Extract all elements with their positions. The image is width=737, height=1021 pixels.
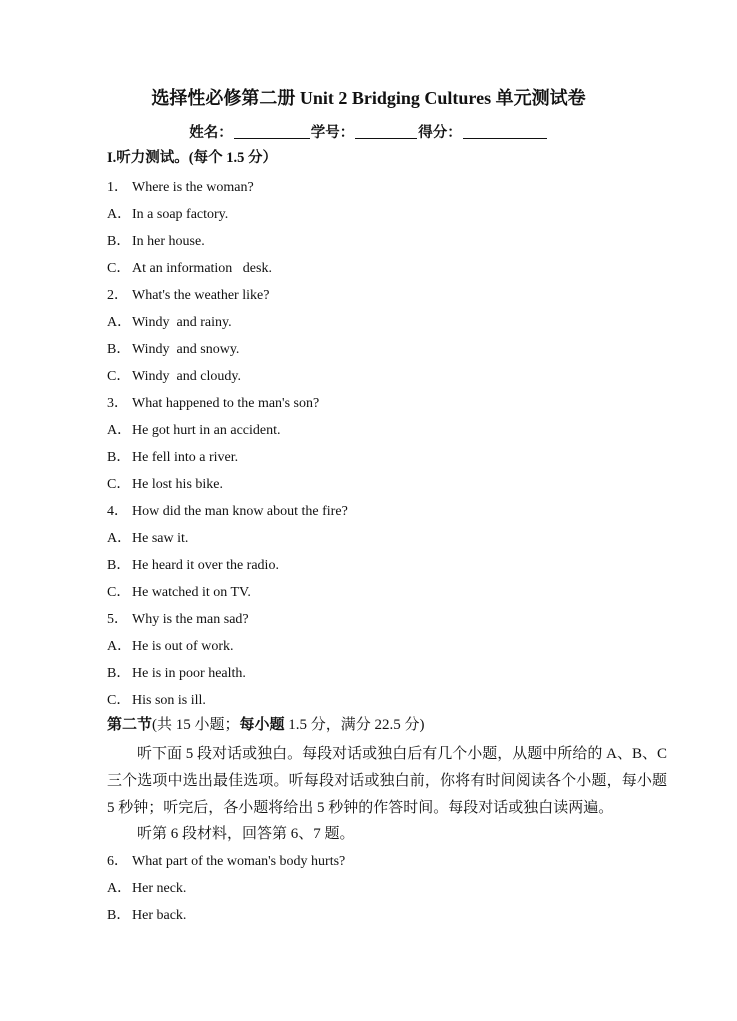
answer-option <box>107 444 667 471</box>
exam-title: 选择性必修第二册 Unit 2 Bridging Cultures 单元测试卷 <box>151 88 586 108</box>
answer-option <box>107 363 667 390</box>
option-letter: C． <box>107 261 131 276</box>
option-text: His son is ill. <box>132 693 206 708</box>
option-letter: A． <box>107 207 132 222</box>
option-text: He is in poor health. <box>132 666 246 681</box>
question-number: 6． <box>107 854 128 869</box>
question-text: What part of the woman's body hurts? <box>132 854 346 869</box>
question-text: Where is the woman? <box>132 180 254 195</box>
question-number: 3． <box>107 396 128 411</box>
question-item <box>107 848 667 875</box>
option-text: He fell into a river. <box>132 450 239 465</box>
question-text: What's the weather like? <box>132 288 270 303</box>
question-item <box>107 498 667 525</box>
answer-option <box>107 633 667 660</box>
answer-option <box>107 552 667 579</box>
question-text: Why is the man sad? <box>132 612 249 627</box>
option-letter: A． <box>107 423 132 438</box>
option-letter: B． <box>107 234 131 249</box>
option-letter: C． <box>107 693 131 708</box>
option-text: He is out of work. <box>132 639 234 654</box>
answer-option <box>107 875 667 902</box>
option-text: Windy and snowy. <box>132 342 240 357</box>
option-text: He lost his bike. <box>132 477 223 492</box>
name-blank <box>234 124 310 139</box>
answer-option <box>107 579 667 606</box>
question-number: 1． <box>107 180 128 195</box>
option-letter: B． <box>107 342 131 357</box>
option-letter: B． <box>107 450 131 465</box>
option-text: At an information desk. <box>132 261 272 276</box>
question-text: How did the man know about the fire? <box>132 504 348 519</box>
section1-heading: I.听力测试。(每个 1.5 分） <box>107 150 277 166</box>
option-letter: A． <box>107 639 132 654</box>
section2-score: 1.5 分，满分 22.5 分) <box>284 717 425 733</box>
option-letter: B． <box>107 908 131 923</box>
answer-option <box>107 471 667 498</box>
question-text: What happened to the man's son? <box>132 396 320 411</box>
section2-instructions: 听下面 5 段对话或独白。每段对话或独白后有几个小题，从题中所给的 A、B、C三个选项中选出最佳选项。听每段对话或独白前，你将有时间阅读各个小题，每小题 5 秒钟；听完后，各小题将给出 5 秒钟的作答时间。每段对话或独白读两遍。 <box>107 746 667 816</box>
option-letter: A． <box>107 531 132 546</box>
material6-instruction: 听第 6 段材料，回答第 6、7 题。 <box>137 826 355 842</box>
option-letter: A． <box>107 315 132 330</box>
answer-option <box>107 902 667 929</box>
student-info-line <box>0 122 737 144</box>
answer-option <box>107 228 667 255</box>
question-item <box>107 282 667 309</box>
listening-questions-part1 <box>107 174 667 714</box>
option-text: He got hurt in an accident. <box>132 423 281 438</box>
answer-option <box>107 336 667 363</box>
answer-option <box>107 687 667 714</box>
option-text: He watched it on TV. <box>132 585 251 600</box>
name-label: 姓名： <box>189 125 233 141</box>
answer-option <box>107 417 667 444</box>
question-item <box>107 390 667 417</box>
section2-heading <box>107 713 425 737</box>
number-blank <box>355 124 417 139</box>
option-text: In her house. <box>132 234 205 249</box>
answer-option <box>107 201 667 228</box>
option-letter: C． <box>107 477 131 492</box>
score-label: 得分： <box>418 125 462 141</box>
option-text: Windy and rainy. <box>132 315 232 330</box>
question-number: 2． <box>107 288 128 303</box>
listening-questions-part2 <box>107 848 667 929</box>
option-letter: C． <box>107 369 131 384</box>
score-blank <box>463 124 547 139</box>
option-letter: B． <box>107 558 131 573</box>
number-label: 学号： <box>310 125 355 141</box>
option-text: Windy and cloudy. <box>132 369 241 384</box>
option-text: In a soap factory. <box>132 207 229 222</box>
section2-count: (共 15 小题； <box>152 717 240 733</box>
option-letter: C． <box>107 585 131 600</box>
option-text: Her neck. <box>132 881 187 896</box>
section2-per-item: 每小题 <box>239 717 285 733</box>
section2-label: 第二节 <box>107 717 153 733</box>
question-number: 4． <box>107 504 128 519</box>
answer-option <box>107 255 667 282</box>
answer-option <box>107 309 667 336</box>
option-text: Her back. <box>132 908 187 923</box>
answer-option <box>107 525 667 552</box>
answer-option <box>107 660 667 687</box>
option-letter: A． <box>107 881 132 896</box>
question-number: 5． <box>107 612 128 627</box>
question-item <box>107 174 667 201</box>
option-letter: B． <box>107 666 131 681</box>
option-text: He heard it over the radio. <box>132 558 279 573</box>
question-item <box>107 606 667 633</box>
option-text: He saw it. <box>132 531 189 546</box>
